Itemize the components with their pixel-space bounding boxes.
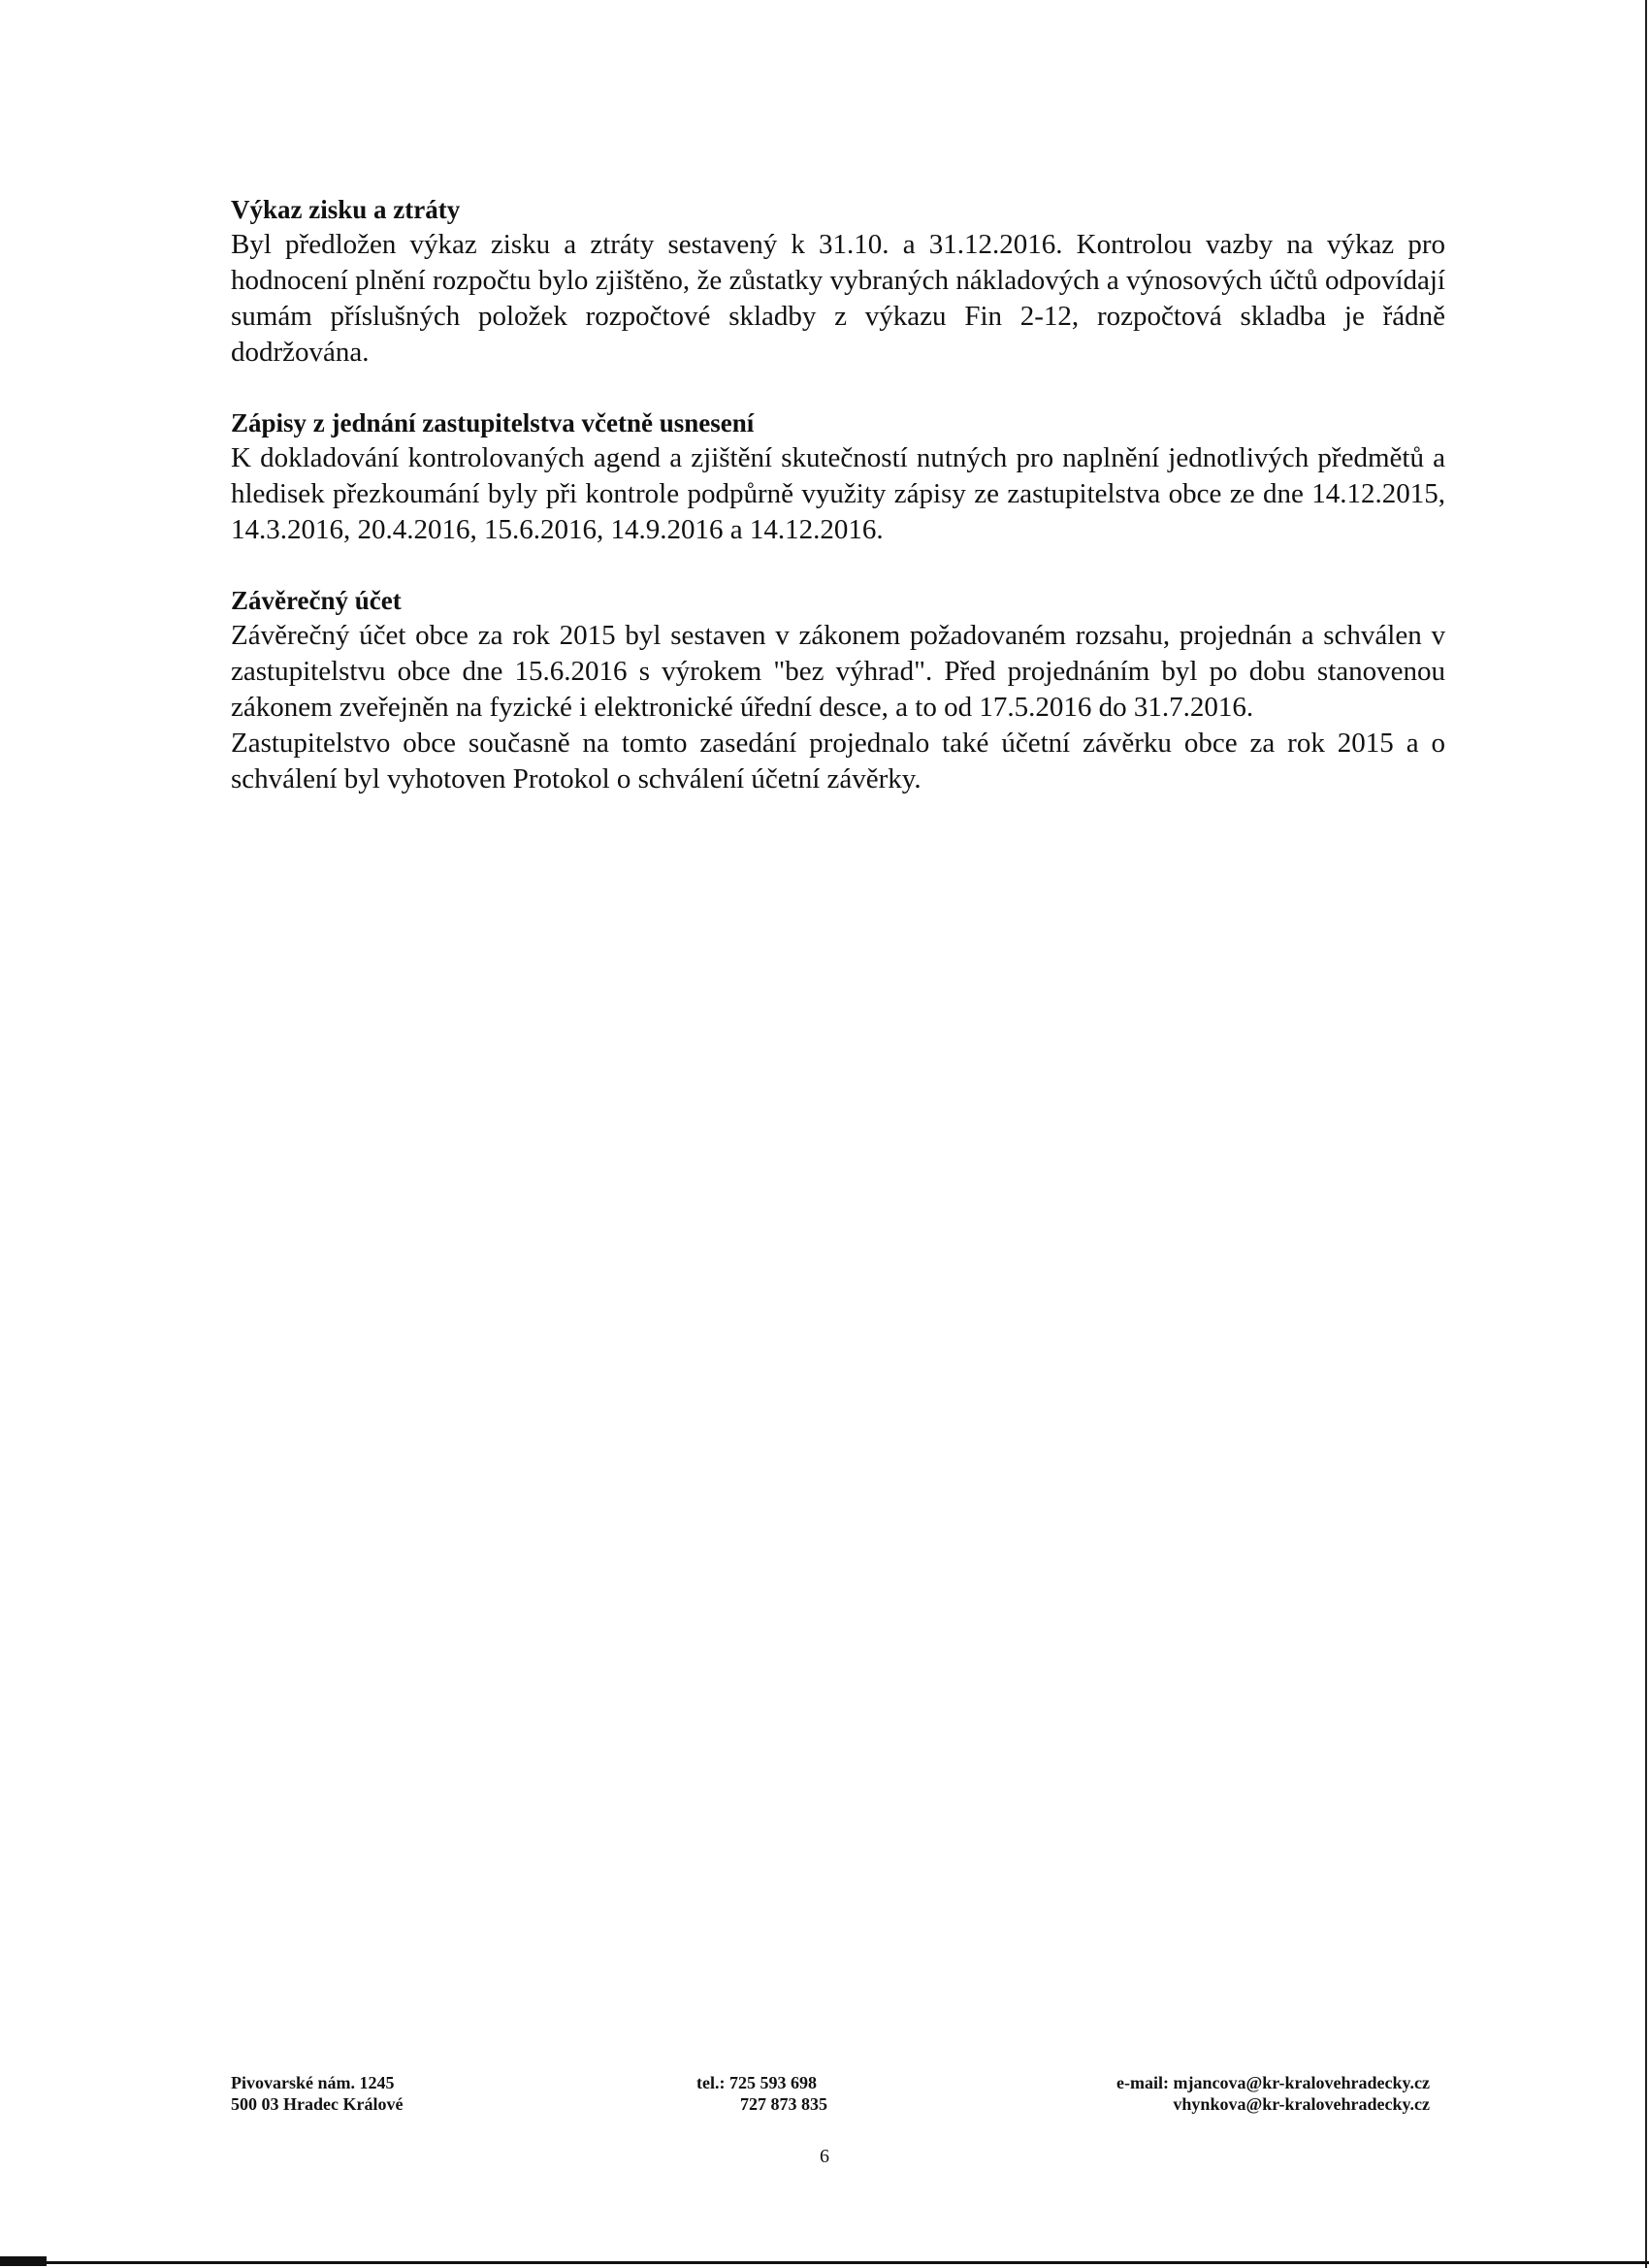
phone-line: tel.: 725 593 698: [696, 2073, 817, 2092]
footer-address: [231, 2072, 403, 2115]
section-income-statement: [231, 192, 1445, 371]
section-council-minutes: [231, 405, 1445, 548]
section-final-account: [231, 583, 1445, 797]
section-title: Zápisy z jednání zastupitelstva včetně usnesení: [231, 408, 755, 437]
scan-edge-corner: [0, 2256, 47, 2266]
document-body: [231, 192, 1445, 832]
section-paragraph: K dokladování kontrolovaných agend a zjištění skutečností nutných pro naplnění jednotlivých předmětů a hledisek přezkoumání byly při kontrole podpůrně využity zápisy ze zastupitelstva obce ze dne 14.12.2015, 14.3.2016, 20.4.2016, 15.6.2016, 14.9.2016 a 14.12.2016.: [231, 442, 1445, 545]
section-paragraph-2: Zastupitelstvo obce současně na tomto zasedání projednalo také účetní závěrku obce za rok 2015 a o schválení byl vyhotoven Protokol o schválení účetní závěrky.: [231, 728, 1445, 794]
section-paragraph: Závěrečný účet obce za rok 2015 byl sestaven v zákonem požadovaném rozsahu, projednán a schválen v zastupitelstvu obce dne 15.6.2016 s výrokem "bez výhrad". Před projednáním byl po dobu stanovenou zákonem zveřejněn na fyzické i elektronické úřední desce, a to od 17.5.2016 do 31.7.2016.: [231, 620, 1445, 723]
email-line: vhynkova@kr-kralovehradecky.cz: [1173, 2094, 1430, 2114]
section-title: Závěrečný účet: [231, 586, 402, 615]
page-number: 6: [820, 2146, 829, 2167]
address-line: Pivovarské nám. 1245: [231, 2073, 395, 2092]
footer-phone: [696, 2072, 827, 2115]
scan-edge-bottom: [0, 2261, 1649, 2264]
section-paragraph: Byl předložen výkaz zisku a ztráty sestavený k 31.10. a 31.12.2016. Kontrolou vazby na výkaz pro hodnocení plnění rozpočtu bylo zjištěno, že zůstatky vybraných nákladových a výnosových účtů odpovídají sumám příslušných položek rozpočtové skladby z výkazu Fin 2-12, rozpočtová skladba je řádně dodržována.: [231, 229, 1445, 368]
section-title: Výkaz zisku a ztráty: [231, 195, 461, 224]
scan-edge-right: [1645, 0, 1647, 2268]
address-line: 500 03 Hradec Králové: [231, 2094, 404, 2114]
email-line: e-mail: mjancova@kr-kralovehradecky.cz: [1116, 2073, 1430, 2092]
page-footer: [231, 2072, 1445, 2130]
footer-email: [1116, 2072, 1430, 2115]
phone-line: 727 873 835: [740, 2094, 827, 2114]
